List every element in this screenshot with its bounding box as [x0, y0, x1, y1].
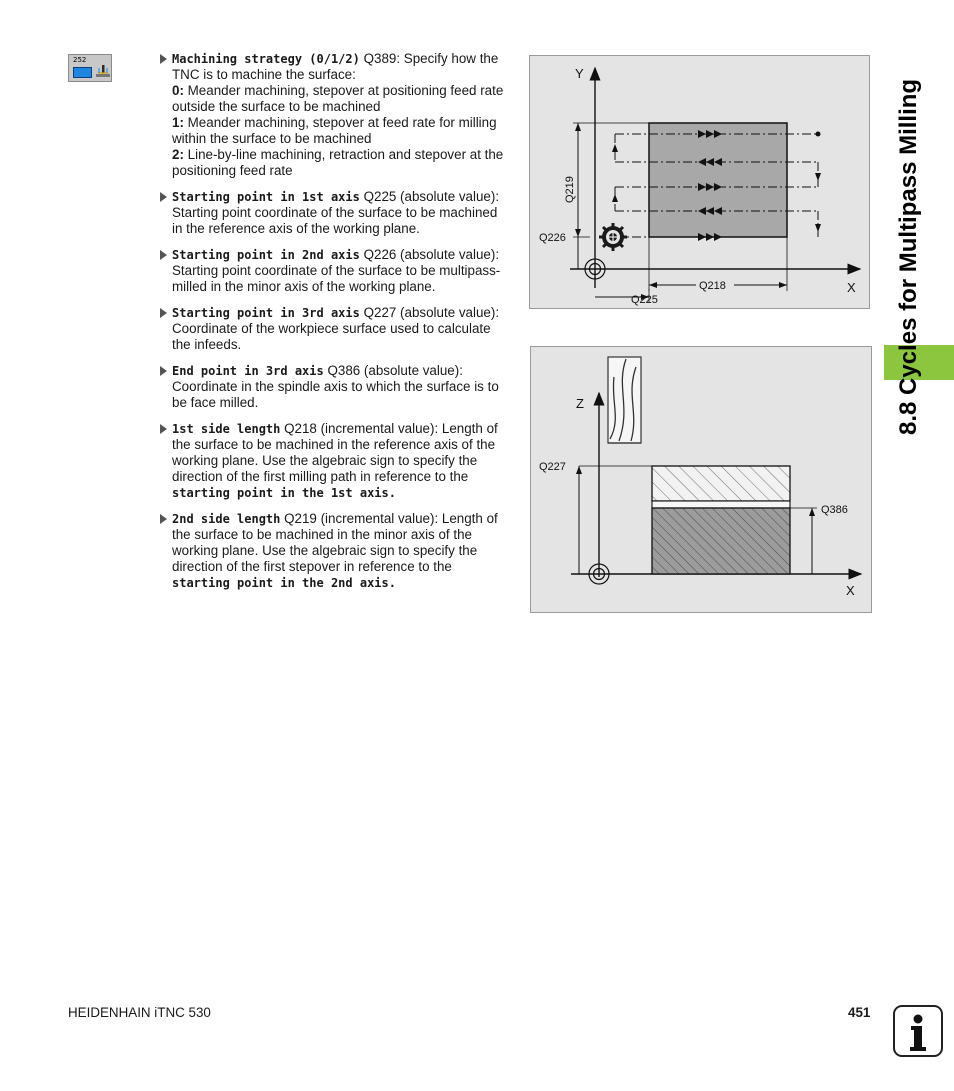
bullet-arrow-icon [160, 308, 167, 318]
param-machining-strategy [158, 51, 510, 179]
cycle-252-icon [68, 54, 112, 82]
working-plane-diagram [530, 56, 871, 310]
figure-side-view [530, 346, 872, 613]
param-ref: starting point in the 2nd axis. [172, 576, 396, 590]
param-desc: Q218 (incremental value): Length of the surface to be machined in the reference axis of the working plane. Use the algebraic sign to specify the direction of the first milling path in reference to the [172, 421, 498, 484]
param-desc: Q225 (absolute value): Starting point coordinate of the surface to be machined in the reference axis of the working plane. [172, 189, 500, 236]
q227-label: Q227 [539, 461, 566, 473]
footer-product: HEIDENHAIN iTNC 530 [68, 1005, 211, 1020]
x-axis-label: X [847, 280, 856, 295]
page-number: 451 [848, 1005, 871, 1020]
bullet-arrow-icon [160, 54, 167, 64]
param-ref: starting point in the 1st axis. [172, 486, 396, 500]
param-desc: Q219 (incremental value): Length of the surface to be machined in the minor axis of the working plane. Use the algebraic sign to specify the direction of the first stepover in reference to the [172, 511, 498, 574]
param-key: Starting point in 1st axis [172, 190, 360, 204]
param-2nd-side-length [158, 511, 510, 591]
q226-label: Q226 [539, 232, 566, 244]
param-key: End point in 3rd axis [172, 364, 324, 378]
param-start-1st-axis [158, 189, 510, 237]
info-icon [893, 1005, 943, 1057]
z-axis-label: Z [576, 396, 584, 411]
param-key: 2nd side length [172, 512, 281, 526]
bullet-arrow-icon [160, 514, 167, 524]
option-2: 2: Line-by-line machining, retraction and stepover at the positioning feed rate [172, 147, 504, 178]
option-0: 0: Meander machining, stepover at positioning feed rate outside the surface to be machined [172, 83, 504, 114]
option-1: 1: Meander machining, stepover at feed rate for milling within the surface to be machined [172, 115, 497, 146]
q386-label: Q386 [821, 504, 848, 516]
y-axis-label: Y [575, 66, 584, 81]
chapter-side-title: 8.8 Cycles for Multipass Milling [895, 78, 922, 435]
param-key: 1st side length [172, 422, 281, 436]
param-end-3rd-axis [158, 363, 510, 411]
bullet-arrow-icon [160, 250, 167, 260]
figure-working-plane [529, 55, 870, 309]
param-desc: Q226 (absolute value): Starting point coordinate of the surface to be multipass-milled in the minor axis of the working plane. [172, 247, 501, 294]
milling-cutter-icon [599, 223, 627, 251]
cycle-icon-surface [73, 67, 92, 78]
param-key: Starting point in 3rd axis [172, 306, 360, 320]
workpiece-body [652, 508, 790, 574]
x-axis-label: X [846, 583, 855, 598]
param-desc: Q389: Specify how the TNC is to machine the surface: [172, 51, 499, 82]
bullet-arrow-icon [160, 366, 167, 376]
param-1st-side-length [158, 421, 510, 501]
q219-label: Q219 [564, 176, 576, 203]
param-desc: Q227 (absolute value): Coordinate of the workpiece surface used to calculate the infeeds. [172, 305, 500, 352]
param-key: Machining strategy (0/1/2) [172, 52, 360, 66]
param-start-3rd-axis [158, 305, 510, 353]
q225-label: Q225 [631, 294, 658, 306]
cycle-number: 252 [73, 56, 87, 64]
material-to-remove [652, 466, 790, 501]
workpiece-surface [649, 123, 787, 237]
bullet-arrow-icon [160, 192, 167, 202]
param-key: Starting point in 2nd axis [172, 248, 360, 262]
side-view-diagram [531, 347, 873, 614]
end-mill-tool-icon [608, 357, 641, 443]
param-desc: Q386 (absolute value): Coordinate in the spindle axis to which the surface is to be face milled. [172, 363, 499, 410]
bullet-arrow-icon [160, 424, 167, 434]
param-start-2nd-axis [158, 247, 510, 295]
milling-tool-icon [96, 64, 110, 78]
parameter-list [158, 51, 510, 601]
q218-label: Q218 [699, 280, 726, 292]
